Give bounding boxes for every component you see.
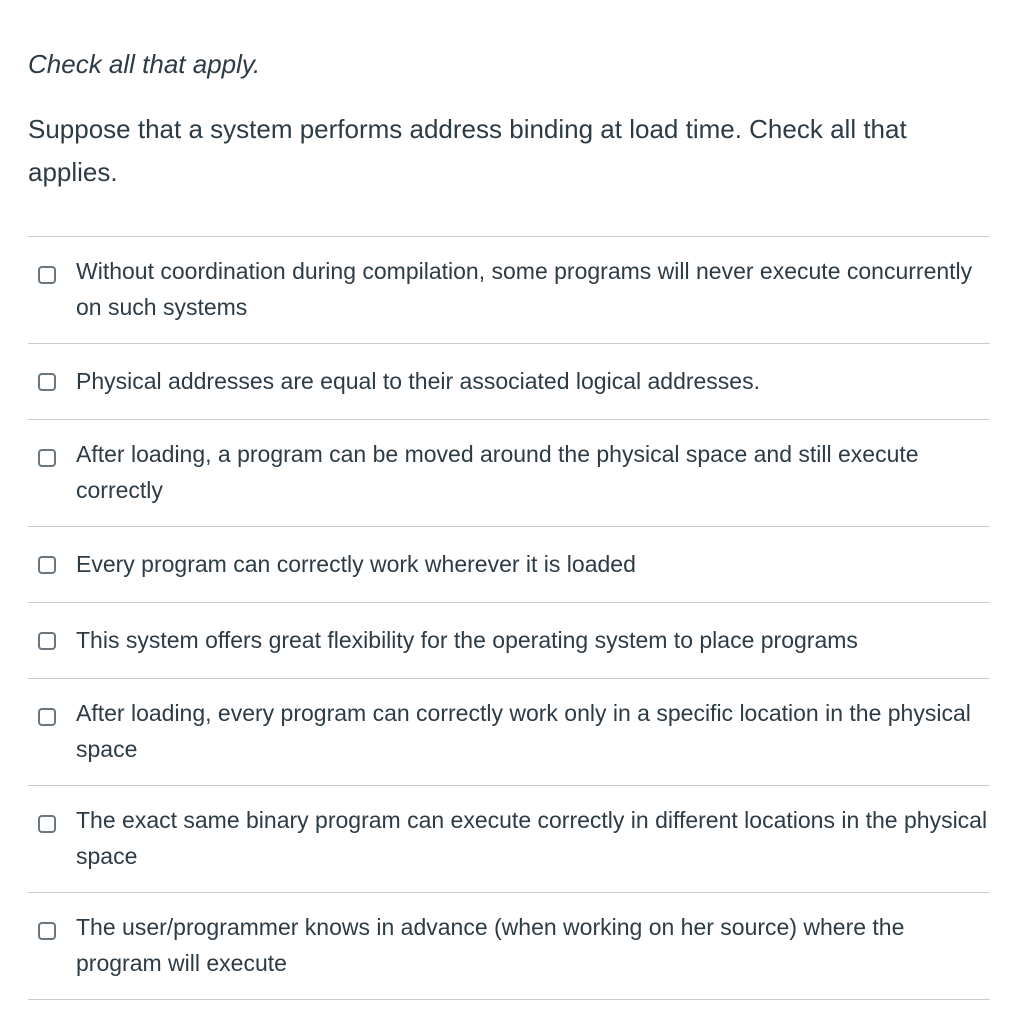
answer-option-3[interactable] xyxy=(28,420,990,527)
checkbox-8[interactable] xyxy=(38,922,56,940)
checkbox-5[interactable] xyxy=(38,632,56,650)
checkbox-7[interactable] xyxy=(38,815,56,833)
answer-option-5[interactable] xyxy=(28,603,990,679)
answer-label-8: The user/programmer knows in advance (when working on her source) where the program will execute xyxy=(76,914,905,976)
answer-list xyxy=(28,236,990,1000)
answer-option-7[interactable] xyxy=(28,786,990,893)
answer-label-4: Every program can correctly work wherever it is loaded xyxy=(76,551,636,577)
answer-label-7: The exact same binary program can execute correctly in different locations in the physical space xyxy=(76,807,988,869)
answer-option-4[interactable] xyxy=(28,527,990,603)
answer-option-2[interactable] xyxy=(28,344,990,420)
answer-option-6[interactable] xyxy=(28,679,990,786)
instruction-text: Check all that apply. xyxy=(28,49,261,79)
question-text: Suppose that a system performs address binding at load time. Check all that applies. xyxy=(28,114,907,187)
answer-label-5: This system offers great flexibility for the operating system to place programs xyxy=(76,627,858,653)
answer-option-1[interactable] xyxy=(28,237,990,344)
answer-label-3: After loading, a program can be moved around the physical space and still execute correctly xyxy=(76,441,919,503)
answer-option-8[interactable] xyxy=(28,893,990,1000)
answer-label-1: Without coordination during compilation, some programs will never execute concurrently on such systems xyxy=(76,258,973,320)
checkbox-2[interactable] xyxy=(38,373,56,391)
answer-label-6: After loading, every program can correctly work only in a specific location in the physical space xyxy=(76,700,971,762)
checkbox-1[interactable] xyxy=(38,266,56,284)
checkbox-6[interactable] xyxy=(38,708,56,726)
checkbox-4[interactable] xyxy=(38,556,56,574)
checkbox-3[interactable] xyxy=(38,449,56,467)
answer-label-2: Physical addresses are equal to their associated logical addresses. xyxy=(76,368,760,394)
